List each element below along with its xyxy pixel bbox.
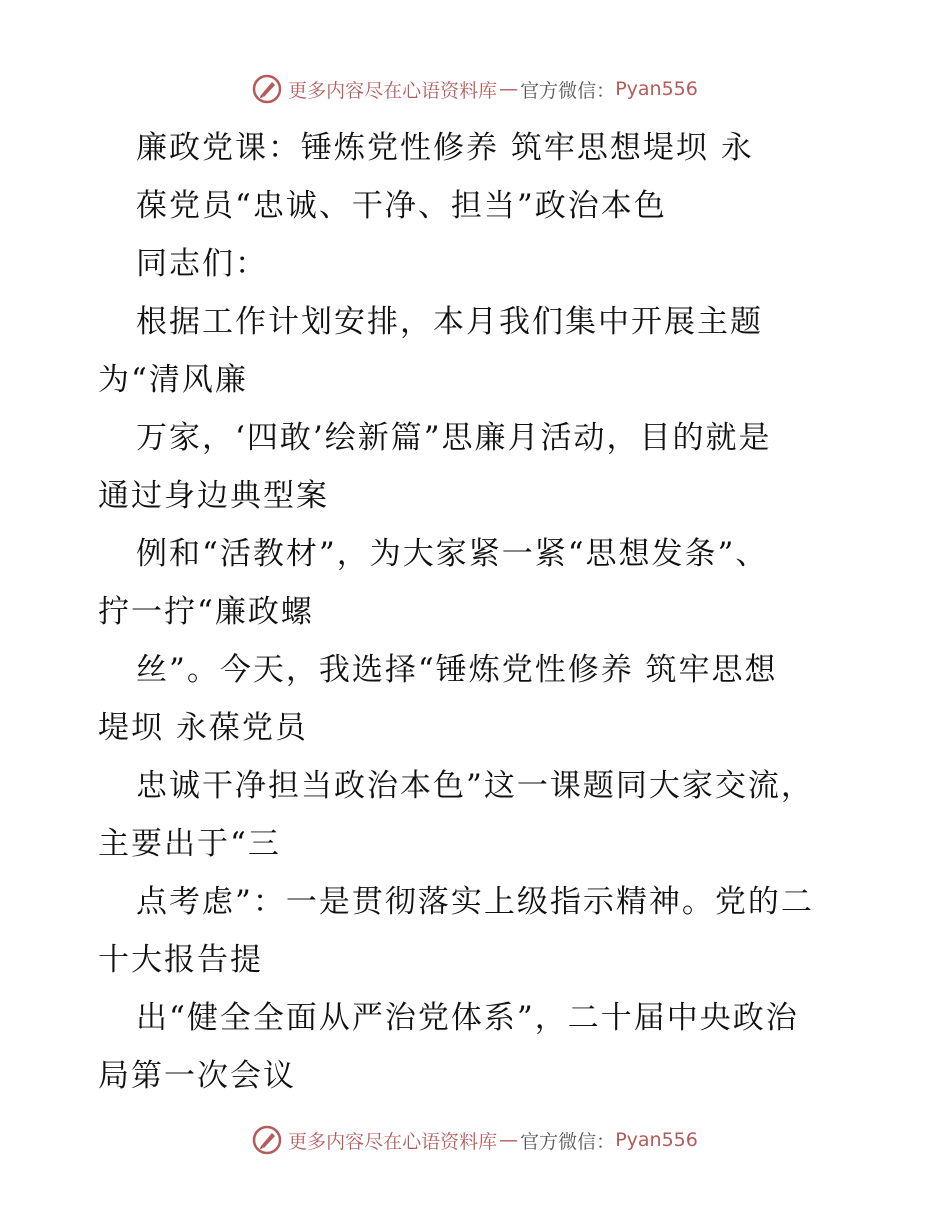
text-line: 万家，‘四敢’绘新篇”思廉月活动，目的就是 — [136, 420, 772, 456]
watermark-official-label: 官方微信： — [520, 79, 616, 102]
title-line-2: 葆党员“忠诚、干净、担当”政治本色 — [136, 188, 667, 224]
text-line: 主要出于“三 — [98, 826, 281, 862]
watermark-text: 更多内容尽在心语资料库 — [288, 79, 498, 102]
watermark-separator: — — [499, 78, 519, 100]
text-line: 点考虑”：一是贯彻落实上级指示精神。党的二 — [136, 884, 814, 920]
watermark-wechat-id: Pyan556 — [615, 78, 698, 100]
title-line-1: 廉政党课：锤炼党性修养 筑牢思想堤坝 永 — [136, 130, 754, 166]
text-line: 例和“活教材”，为大家紧一紧“思想发条”、 — [136, 536, 769, 572]
text-line: 堤坝 永葆党员 — [98, 710, 308, 746]
text-line: 十大报告提 — [98, 942, 263, 978]
text-line: 出“健全全面从严治党体系”，二十届中央政治 — [136, 1000, 799, 1036]
watermark-footer — [0, 1125, 950, 1155]
salutation: 同志们： — [136, 246, 268, 282]
text-line: 通过身边典型案 — [98, 478, 329, 514]
watermark-separator: — — [499, 1129, 519, 1151]
pen-circle-logo-icon — [252, 1125, 282, 1155]
watermark-text: 更多内容尽在心语资料库 — [288, 1130, 498, 1153]
text-line: 忠诚干净担当政治本色”这一课题同大家交流， — [136, 768, 814, 804]
text-line: 丝”。今天，我选择“锤炼党性修养 筑牢思想 — [136, 652, 778, 688]
watermark-wechat-id: Pyan556 — [615, 1129, 698, 1151]
text-line: 为“清风廉 — [98, 362, 248, 398]
text-line: 根据工作计划安排，本月我们集中开展主题 — [136, 304, 763, 340]
watermark-official-label: 官方微信： — [520, 1130, 616, 1153]
text-line: 局第一次会议 — [98, 1058, 296, 1094]
text-line: 拧一拧“廉政螺 — [98, 594, 314, 630]
